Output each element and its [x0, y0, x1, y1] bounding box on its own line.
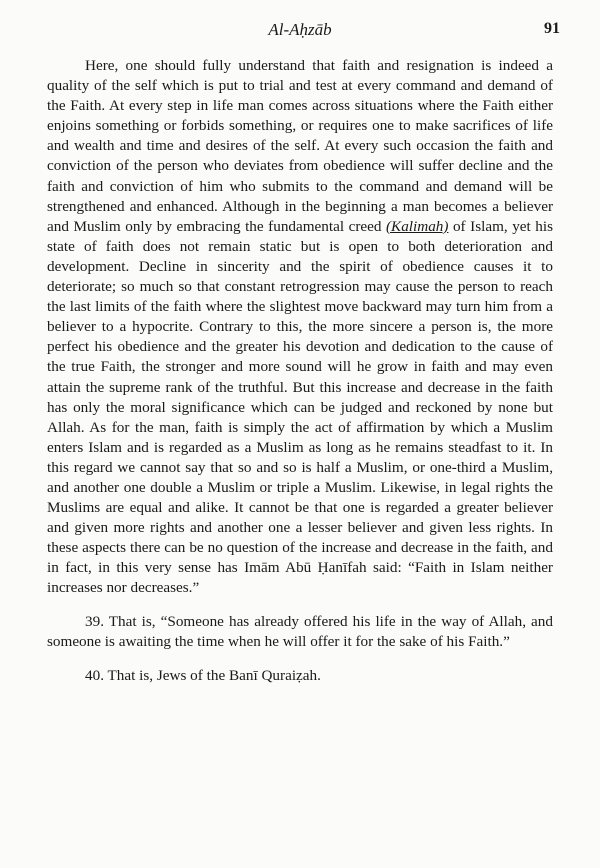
paragraph-text-part1: Here, one should fully understand that faith and resignation is indeed a quality of the self which is put to trial and test at every command and demand of the Faith. At every step in life man comes across situations where the Faith either enjoins something or forbids something, or requires one to make sacrifices of life and wealth and time and desires of the self. At every such occasion the faith and conviction of the person who deviates from obedience will suffer decline and the faith and conviction of him who submits to the command and demand will be strengthened and enhanced. Although in the beginning a man becomes a believer and Muslim only by embracing the fundamental creed — [47, 57, 553, 235]
paragraph-text-part2: of Islam, yet his state of faith does not remain static but is open to both deterioration and development. Decline in sincerity and the spirit of obedience causes it to deteriorate; so much so that constant retrogression may cause the person to reach the last limits of the faith where the slightest move backward may turn him from a believer to a hypocrite. Contrary to this, the more sincere a person is, the more perfect his obedience and the greater his devotion and dedication to the cause of the true Faith, the stronger and more sound will he grow in faith and may even attain the supreme rank of the truthful. But this increase and decrease in the faith has only the moral significance which can be judged and reckoned by none but Allah. As for the man, faith is simply the act of affirmation by which a Muslim enters Islam and is regarded as a Muslim as long as he remains steadfast to it. In this regard we cannot say that so and so is half a Muslim, or one-third a Muslim, and another one double a Muslim or triple a Muslim. Likewise, in legal rights the Muslims are equal and alike. It cannot be that one is regarded a greater believer and given more rights and another one a lesser believer and given less rights. In these aspects there can be no question of the increase and decrease in the faith, and in fact, in this very sense has Imām Abū Ḥanīfah said: “Faith in Islam neither increases nor decreases.” — [47, 217, 553, 597]
footnote-39: 39. That is, “Someone has already offered his life in the way of Allah, and someone is awaiting the time when he will offer it for the sake of his Faith.” — [47, 612, 553, 650]
running-title: Al-Aḥzāb — [268, 20, 332, 39]
page-body — [47, 56, 553, 686]
paragraph-faith-resignation — [47, 56, 553, 599]
kalimah-term: (Kalimah) — [386, 217, 449, 235]
footnote-40: 40. That is, Jews of the Banī Quraiẓah. — [85, 666, 321, 684]
page-header — [0, 20, 600, 44]
page-number: 91 — [544, 20, 560, 37]
